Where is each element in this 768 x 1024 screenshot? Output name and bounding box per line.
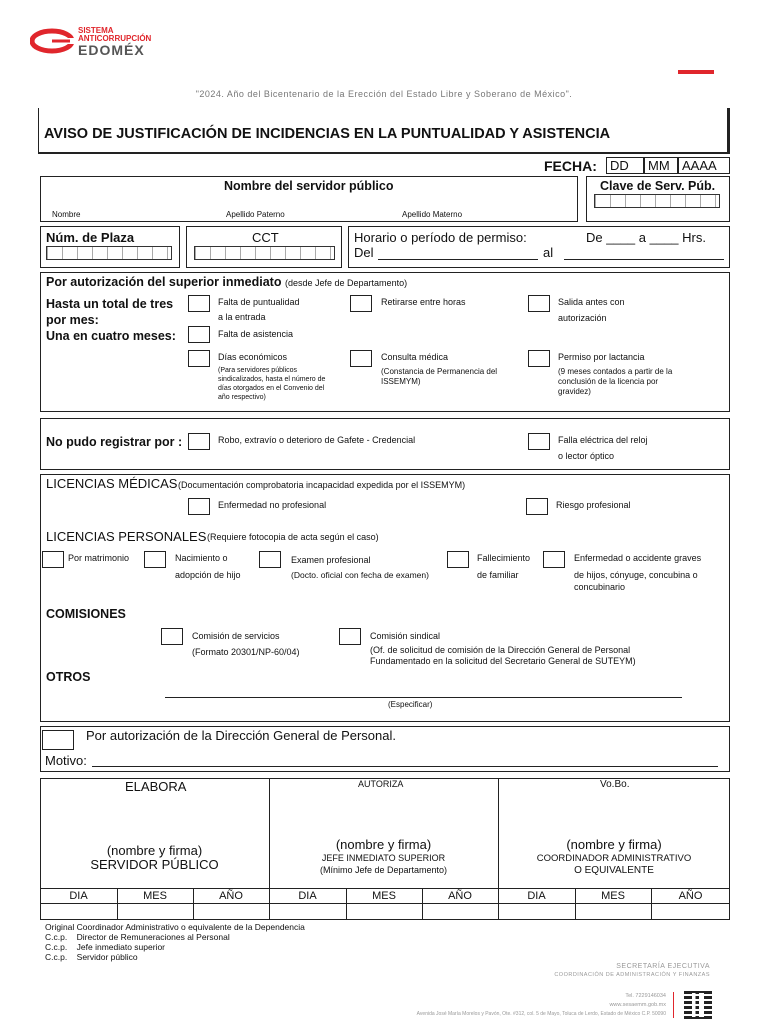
jefe-sign-2: (Mínimo Jefe de Departamento): [319, 865, 448, 875]
jefe-sign-1: JEFE INMEDIATO SUPERIOR: [321, 853, 446, 863]
otros-heading: OTROS: [46, 670, 91, 684]
materno-label: Apellido Materno: [402, 210, 463, 219]
nombre-firma-1: (nombre y firma): [106, 843, 203, 858]
cuatro-label: Una en cuatro meses:: [46, 329, 176, 343]
plaza-slots[interactable]: [46, 246, 172, 260]
com-sind-2: (Of. de solicitud de comisión de la Dirección General de Personal: [370, 645, 631, 655]
horario-al: al: [543, 245, 554, 260]
examen-1: Examen profesional: [291, 555, 371, 565]
especificar-label: (Especificar): [388, 700, 433, 709]
falla-1: Falla eléctrica del reloj: [558, 435, 648, 445]
medicas-heading: LICENCIAS MÉDICAS: [46, 476, 178, 491]
nacimiento-1: Nacimiento o: [175, 553, 228, 563]
dias-economicos-checkbox[interactable]: [188, 350, 210, 367]
direccion-checkbox[interactable]: [42, 730, 74, 750]
enf-1: Enfermedad o accidente graves: [574, 553, 702, 563]
enf-2: de hijos, cónyuge, concubina o: [574, 570, 698, 580]
ano-cell-3: AÑO: [678, 890, 703, 902]
falta-puntualidad-checkbox[interactable]: [188, 295, 210, 312]
lact-note-1: (9 meses contados a partir de la: [558, 367, 673, 376]
salida-2: autorización: [558, 313, 607, 323]
com-sind-1: Comisión sindical: [370, 631, 441, 641]
del-line[interactable]: [378, 259, 538, 260]
copia-ccp-3: C.c.p. Servidor público: [45, 952, 138, 962]
com-serv-1: Comisión de servicios: [192, 631, 280, 641]
comision-servicios-checkbox[interactable]: [161, 628, 183, 645]
mes-cell-2: MES: [372, 890, 396, 902]
fallec-2: de familiar: [477, 570, 519, 580]
dia-cell-2: DIA: [298, 890, 317, 902]
qr-code-icon: [684, 991, 712, 1019]
logo-line3: EDOMÉX: [78, 42, 145, 58]
footer-sec: SECRETARÍA EJECUTIVA: [616, 963, 710, 970]
falta-asist-label: Falta de asistencia: [218, 329, 294, 339]
falta-punt-1: Falta de puntualidad: [218, 297, 300, 307]
logo-emblem-icon: [30, 28, 76, 56]
comisiones-heading: COMISIONES: [46, 607, 126, 621]
mes-cell-1: MES: [143, 890, 167, 902]
copia-ccp-2: C.c.p. Jefe inmediato superior: [45, 942, 166, 952]
licencias-box: [40, 474, 730, 722]
footer-divider: [673, 992, 674, 1018]
retirarse-checkbox[interactable]: [350, 295, 372, 312]
com-serv-2: (Formato 20301/NP-60/04): [192, 647, 300, 657]
salida-1: Salida antes con: [558, 297, 625, 307]
fallec-1: Fallecimiento: [477, 553, 531, 563]
fecha-mm-label: MM: [648, 158, 670, 173]
logo-line1: SISTEMA: [78, 26, 114, 35]
consulta-note-2: ISSEMYM): [381, 377, 421, 386]
elabora-heading: ELABORA: [125, 779, 187, 794]
servidor-heading: Nombre del servidor público: [224, 179, 394, 193]
direccion-label: Por autorización de la Dirección General de Personal.: [86, 728, 397, 743]
dia-cell-1: DIA: [69, 890, 88, 902]
horario-label: Horario o período de permiso:: [354, 230, 527, 245]
lact-note-2: conclusión de la licencia por: [558, 377, 659, 386]
salida-checkbox[interactable]: [528, 295, 550, 312]
copia-ccp-1: C.c.p. Director de Remuneraciones al Personal: [45, 932, 230, 942]
fallecimiento-checkbox[interactable]: [447, 551, 469, 568]
cct-slots[interactable]: [194, 246, 335, 260]
dias-note-1: (Para servidores públicos: [218, 367, 297, 374]
servidor-sign: SERVIDOR PÚBLICO: [90, 857, 219, 872]
accent-bar: [678, 70, 714, 74]
dias-note-3: días otorgados en el Convenio del: [218, 385, 325, 392]
coord-sign-2: O EQUIVALENTE: [574, 865, 654, 876]
hasta-label-2: por mes:: [46, 313, 99, 327]
riesgo-checkbox[interactable]: [526, 498, 548, 515]
paterno-label: Apellido Paterno: [226, 210, 285, 219]
robo-checkbox[interactable]: [188, 433, 210, 450]
nacimiento-checkbox[interactable]: [144, 551, 166, 568]
fecha-aaaa-label: AAAA: [682, 158, 717, 173]
enfermedad-checkbox[interactable]: [188, 498, 210, 515]
nacimiento-2: adopción de hijo: [175, 570, 241, 580]
falla-checkbox[interactable]: [528, 433, 550, 450]
footer-tel: Tel. 7229146034: [625, 993, 666, 999]
otros-line[interactable]: [165, 697, 682, 698]
logo-line2: ANTICORRUPCIÓN: [78, 34, 152, 43]
num-plaza-label: Núm. de Plaza: [46, 230, 135, 245]
fecha-dd-label: DD: [610, 158, 629, 173]
matrimonio-checkbox[interactable]: [42, 551, 64, 568]
lact-note-3: gravidez): [558, 387, 591, 396]
com-sind-3: Fundamentado en la solicitud del Secretario General de SUTEYM): [370, 656, 636, 666]
nombre-label: Nombre: [52, 210, 81, 219]
clave-slots[interactable]: [594, 194, 720, 208]
enfermedad-grave-checkbox[interactable]: [543, 551, 565, 568]
horario-del: Del: [354, 245, 374, 260]
page-title: AVISO DE JUSTIFICACIÓN DE INCIDENCIAS EN LA PUNTUALIDAD Y ASISTENCIA: [44, 126, 611, 142]
consulta-note-1: (Constancia de Permanencia del: [381, 367, 498, 376]
ano-cell-1: AÑO: [219, 890, 243, 902]
superior-note: (desde Jefe de Departamento): [285, 278, 408, 288]
motivo-line[interactable]: [92, 766, 718, 767]
clave-label: Clave de Serv. Púb.: [600, 179, 716, 193]
falta-asistencia-checkbox[interactable]: [188, 326, 210, 343]
fecha-label: FECHA:: [544, 158, 597, 174]
motivo-label: Motivo:: [45, 753, 87, 768]
falta-punt-2: a la entrada: [218, 312, 266, 322]
registrar-label: No pudo registrar por :: [46, 435, 183, 449]
footer-coord: COORDINACIÓN DE ADMINISTRACIÓN Y FINANZAS: [554, 972, 710, 978]
cct-label: CCT: [252, 230, 279, 245]
falla-2: o lector óptico: [558, 451, 615, 461]
footer-web: www.sesaemm.gob.mx: [609, 1002, 666, 1008]
superior-heading: Por autorización del superior inmediato: [46, 275, 282, 289]
personales-note: (Requiere fotocopia de acta según el caso): [207, 532, 379, 542]
hasta-label-1: Hasta un total de tres: [46, 297, 174, 311]
riesgo-label: Riesgo profesional: [556, 500, 631, 510]
personales-heading: LICENCIAS PERSONALES: [46, 529, 207, 544]
comision-sindical-checkbox[interactable]: [339, 628, 361, 645]
mes-cell-3: MES: [601, 890, 625, 902]
consulta-checkbox[interactable]: [350, 350, 372, 367]
retirarse-label: Retirarse entre horas: [381, 297, 466, 307]
logo: [30, 26, 180, 62]
consulta-label: Consulta médica: [381, 352, 449, 362]
robo-label: Robo, extravío o deterioro de Gafete - Credencial: [218, 435, 416, 445]
horario-de: De ____ a ____ Hrs.: [586, 230, 706, 245]
lactancia-label: Permiso por lactancia: [558, 352, 645, 362]
enfermedad-label: Enfermedad no profesional: [218, 500, 327, 510]
lactancia-checkbox[interactable]: [528, 350, 550, 367]
footer-address: Avenida José María Morelos y Pavón, Ote. #312, col. 5 de Mayo, Toluca de Lerdo, Estado de México C.P. 50090: [416, 1011, 666, 1017]
coord-sign-1: COORDINADOR ADMINISTRATIVO: [536, 853, 692, 864]
year-motto: "2024. Año del Bicentenario de la Erección del Estado Libre y Soberano de México".: [195, 89, 573, 99]
examen-checkbox[interactable]: [259, 551, 281, 568]
ano-cell-2: AÑO: [448, 890, 472, 902]
enf-3: concubinario: [574, 582, 626, 592]
examen-2: (Docto. oficial con fecha de examen): [291, 570, 429, 580]
nombre-firma-2: (nombre y firma): [335, 837, 432, 852]
nombre-firma-3: (nombre y firma): [566, 837, 662, 852]
dia-cell-3: DIA: [527, 890, 546, 902]
vobo-heading: Vo.Bo.: [600, 779, 630, 790]
autoriza-heading: AUTORIZA: [358, 779, 404, 789]
copia-original: Original Coordinador Administrativo o equivalente de la Dependencia: [45, 922, 305, 932]
dias-note-2: sindicalizados, hasta el número de: [218, 376, 326, 383]
matrimonio-label: Por matrimonio: [68, 553, 130, 563]
medicas-note: (Documentación comprobatoria incapacidad expedida por el ISSEMYM): [178, 480, 466, 490]
al-line[interactable]: [564, 259, 724, 260]
dias-note-4: año respectivo): [218, 394, 266, 401]
dias-econ-label: Días económicos: [218, 352, 288, 362]
